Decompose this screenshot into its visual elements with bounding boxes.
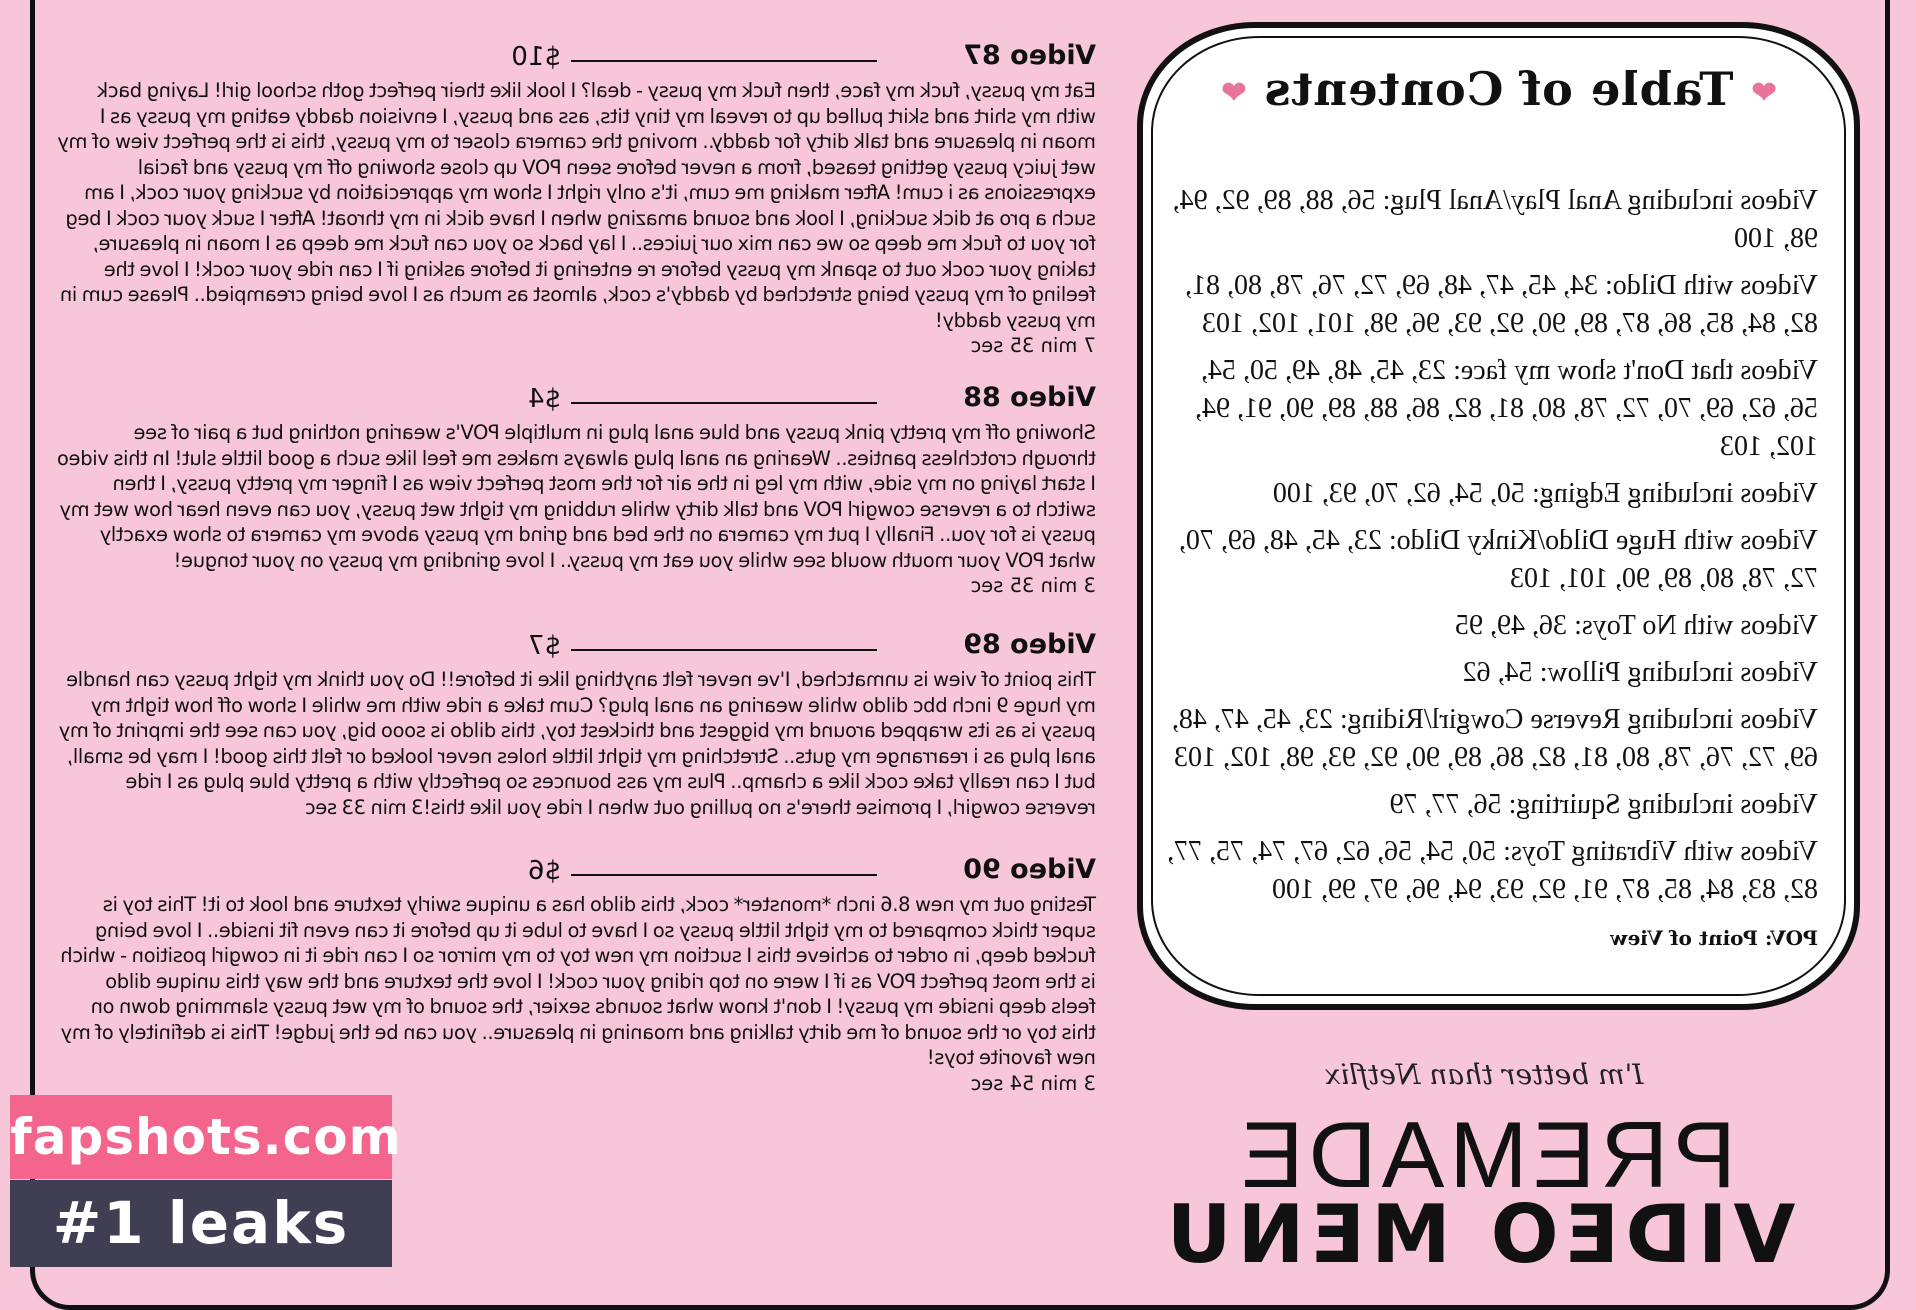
video-length: 7 min 35 sec xyxy=(970,334,1096,357)
title-video-menu: VIDEO MENU xyxy=(1160,1188,1796,1281)
toc-heading-text: Table of Contents xyxy=(1263,62,1734,116)
video-price: $4 xyxy=(527,384,561,414)
divider-line xyxy=(571,874,877,876)
video-title: Video 87 xyxy=(963,40,1096,71)
tagline: I'm better than Netflix xyxy=(1324,1058,1644,1091)
video-header xyxy=(56,380,1096,420)
video-price: $6 xyxy=(527,856,561,886)
video-description: This point of view is unmatched, I've never felt anything like it before!! Do you think my tight pussy can handle my huge 9 inch bbc dildo while wearing an anal plug? Cum take a ride with me while I show off how tight my pussy is as its wrapped around my biggest and thickest toy, this dildo is sooo big, you can see the imprint of my anal plug as i rearrange my guts.. Stretching my tight little holes never looked or felt this good! I may be small, but I can really take cock like a champ.. Plus my ass bounces so perfectly with a pretty blue plug as I ride reverse cowgirl, I promise there's no pulling out when I ride you like this!3 min 33 sec xyxy=(59,668,1096,819)
toc-item-no-face: Videos that Don't show my face: 23, 45, 48, 49, 50, 54, 56, 62, 69, 70, 72, 78, 80, 81, 82, 86, 88, 89, 90, 91, 94, 102, 103 xyxy=(1195,355,1818,462)
pov-note: POV: Point of View xyxy=(1610,926,1818,950)
video-entry xyxy=(56,380,1096,598)
video-entry xyxy=(56,852,1096,1096)
divider-line xyxy=(571,649,877,651)
divider-line xyxy=(571,402,877,404)
heart-icon: ❤ xyxy=(1750,75,1777,111)
video-title: Video 90 xyxy=(963,854,1096,885)
video-length: 3 min 35 sec xyxy=(970,574,1096,597)
toc-item-pillow: Videos including Pillow: 54, 62 xyxy=(1462,657,1818,688)
toc-item-anal-play: Videos including Anal Play/Anal Plug: 56, 88, 89, 92, 94, 98, 100 xyxy=(1172,185,1818,254)
heart-icon: ❤ xyxy=(1220,75,1247,111)
toc-item-dildo: Videos with Dildo: 34, 45, 47, 48, 69, 72, 76, 78, 80, 81, 82, 84, 85, 86, 87, 89, 90, 92, 93, 96, 98, 101, 102, 103 xyxy=(1185,270,1818,339)
video-header xyxy=(56,852,1096,892)
toc-item-huge-dildo: Videos with Huge Dildo/Kinky Dildo: 23, 45, 48, 69, 70, 72, 78, 80, 89, 90, 101, 103 xyxy=(1178,525,1818,594)
table-of-contents-card xyxy=(1137,22,1860,1010)
title-premade: PREMADE xyxy=(1236,1102,1736,1207)
video-entry xyxy=(56,38,1096,358)
divider-line xyxy=(571,60,877,62)
toc-heading xyxy=(1143,62,1854,116)
watermark-tag: #1 leaks xyxy=(10,1180,392,1267)
video-price: $10 xyxy=(511,42,561,72)
video-title: Video 88 xyxy=(963,382,1096,413)
video-header xyxy=(56,627,1096,667)
video-length: 3 min 54 sec xyxy=(970,1071,1096,1095)
video-title: Video 89 xyxy=(963,629,1096,660)
toc-item-vibrating-toys: Videos with Vibrating Toys: 50, 54, 56, 62, 67, 74, 75, 77, 82, 83, 84, 85, 87, 91, 92, 93, 94, 96, 97, 99, 100 xyxy=(1167,836,1818,905)
toc-list xyxy=(1165,182,1818,918)
toc-item-edging: Videos including Edging: 50, 54, 62, 70, 93, 100 xyxy=(1272,478,1818,509)
video-description: Showing off my pretty pink pussy and blue anal plug in multiple POV's wearing nothing but a pair of see through crotchless panties.. Wearing an anal plug always makes me feel like such a good little slut! In this video I start laying on my side, with my leg in the air for the most perfect view as I finger my pretty pussy, I then switch to a reverse cowgirl POV and talk dirty while rubbing my tight wet pussy, you can even hear how wet my pussy is for you.. Finally I put my camera on the bed and grind my pussy above my camera to show exactly what POV your mouth would see while you eat my pussy.. I love grinding my pussy on your tongue! xyxy=(57,421,1096,572)
watermark-site: fapshots.com xyxy=(10,1095,392,1179)
video-entry xyxy=(56,627,1096,820)
video-description: Testing out my new 8.6 inch *monster* cock, this dildo has a unique swirly texture and look to it! This toy is super thick compared to my tight little pussy so I have to lube it up before it can even fit inside.. I love being fucked deep, in order to achieve this I suction my new toy to my mirror so I can ride it in cowgirl position - which is the most perfect POV as if I were on top riding your cock! I love the texture and the way this unique dildo feels deep inside my pussy! I don't know what sounds sexier, the sound of my wet pussy slamming down on this toy or the sound of me dirty talking and moaning in pleasure.. you can be the judge! This is definitely of my new favorite toys! xyxy=(60,893,1096,1069)
toc-item-reverse-cowgirl: Videos including Reverse Cowgirl/Riding: 23, 45, 47, 48, 69, 72, 76, 78, 80, 81, 82, 86, 89, 90, 92, 93, 98, 102, 103 xyxy=(1171,704,1818,773)
video-header xyxy=(56,38,1096,78)
toc-item-squirting: Videos including Squirting: 56, 77, 79 xyxy=(1389,789,1818,820)
video-price: $7 xyxy=(527,631,561,661)
video-description: Eat my pussy, fuck my face, then fuck my pussy - deal? I look like their perfect goth school girl! Laying back with my shirt and skirt pulled up to reveal my tiny tits, ass and pussy, I envision daddy eating my pussy as I moan in pleasure and talk dirty for daddy.. moving the camera closer to my pussy, this is the perfect view of my wet juicy pussy getting teased, from a never before seen POV up close showing off my pussy and facial expressions as i cum! After making me cum, it's only right I show my appreciation by sucking your cock, I am such a pro at dick sucking, I look and sound amazing when I have dick in my throat! After I suck your cock I beg for you to fuck me deep so we can mix our juices.. I lay back so you can fuck me deep as I moan in pleasure, taking your cock out to spank my pussy before re entering it before asking if I can ride your cock! I love the feeling of my pussy being stretched by daddy's cock, almost as much as I love being creampied.. Please cum in my pussy daddy! xyxy=(57,79,1096,332)
toc-item-no-toys: Videos with No Toys: 36, 49, 95 xyxy=(1455,610,1818,641)
